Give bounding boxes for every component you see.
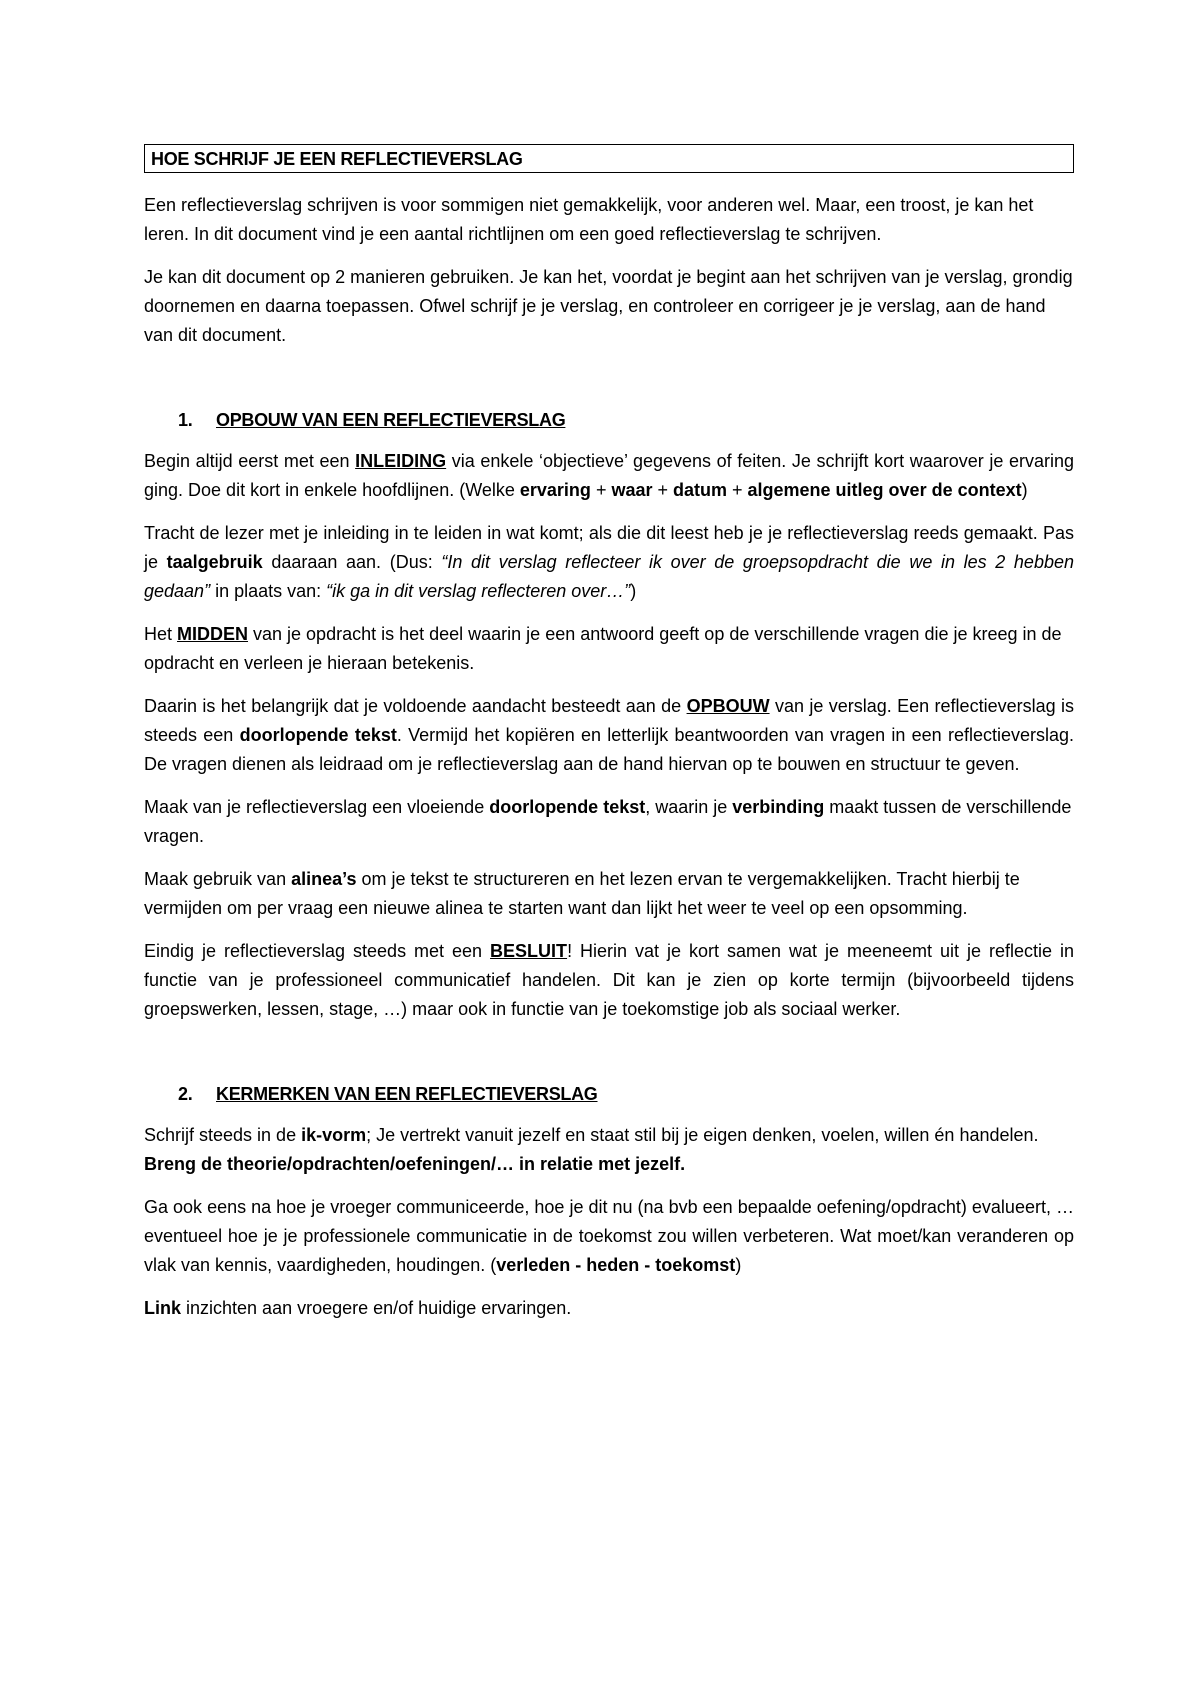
document-title: HOE SCHRIJF JE EEN REFLECTIEVERSLAG (144, 144, 1074, 173)
section-2-paragraph-1: Schrijf steeds in de ik-vorm; Je vertrekt vanuit jezelf en staat stil bij je eigen denken, voelen, willen én handelen. Breng de theorie/opdrachten/oefeningen/… in relatie met jezelf. (144, 1125, 1039, 1174)
section-2-paragraph-3: Link inzichten aan vroegere en/of huidige ervaringen. (144, 1298, 572, 1318)
keyword-doorlopende-tekst: doorlopende tekst (239, 725, 397, 745)
keyword-alineas: alinea’s (291, 869, 357, 889)
example-bad: “ik ga in dit verslag reflecteren over…” (326, 581, 631, 601)
section-1-paragraph-4: Daarin is het belangrijk dat je voldoende aandacht besteedt aan de OPBOUW van je verslag. Een reflectieverslag is steeds een doorlopende tekst. Vermijd het kopiëren en letterlijk beantwoorden van vragen in een reflectieverslag. De vragen dienen als leidraad om je reflectieverslag aan de hand hiervan op te bouwen en structuur te geven. (144, 696, 1075, 774)
section-1-number: 1. (178, 410, 193, 430)
keyword-datum: datum (673, 480, 727, 500)
section-1-heading (144, 406, 1074, 435)
section-2-paragraph-2: Ga ook eens na hoe je vroeger communiceerde, hoe je dit nu (na bvb een bepaalde oefening/opdracht) evalueert, … eventueel hoe je je professionele communicatie in de toekomst zou willen verbeteren. Wat moet/kan veranderen op vlak van kennis, vaardigheden, houdingen. (verleden - heden - toekomst) (144, 1197, 1074, 1275)
keyword-ik-vorm: ik-vorm (301, 1125, 367, 1145)
keyword-taalgebruik: taalgebruik (166, 552, 263, 572)
keyword-opbouw: OPBOUW (686, 696, 770, 716)
keyword-besluit: BESLUIT (490, 941, 568, 961)
section-2-heading (144, 1080, 1074, 1109)
section-2-number: 2. (178, 1084, 193, 1104)
intro-paragraph-2: Je kan dit document op 2 manieren gebruiken. Je kan het, voordat je begint aan het schrijven van je verslag, grondig doornemen en daarna toepassen. Ofwel schrijf je je verslag, en controleer en corrigeer je je verslag, aan de hand van dit document. (144, 267, 1073, 345)
keyword-verleden-heden-toekomst: verleden - heden - toekomst (496, 1255, 736, 1275)
section-1-paragraph-5: Maak van je reflectieverslag een vloeiende doorlopende tekst, waarin je verbinding maakt tussen de verschillende vragen. (144, 797, 1072, 846)
keyword-doorlopende-tekst-2: doorlopende tekst (489, 797, 646, 817)
keyword-context: algemene uitleg over de context (747, 480, 1022, 500)
section-1-paragraph-1: Begin altijd eerst met een INLEIDING via enkele ‘objectieve’ gegevens of feiten. Je schrijft kort waarover je ervaring ging. Doe dit kort in enkele hoofdlijnen. (Welke ervaring + waar + datum + algemene uitleg over de context) (144, 451, 1074, 500)
keyword-link: Link (144, 1298, 182, 1318)
section-1-paragraph-6: Maak gebruik van alinea’s om je tekst te structureren en het lezen ervan te vergemakkelijken. Tracht hierbij te vermijden om per vraag een nieuwe alinea te starten want dan lijkt het weer te veel op een opsomming. (144, 869, 1020, 918)
keyword-verbinding: verbinding (732, 797, 825, 817)
section-1-paragraph-7: Eindig je reflectieverslag steeds met een BESLUIT! Hierin vat je kort samen wat je meeneemt uit je reflectie in functie van je professioneel communicatief handelen. Dit kan je zien op korte termijn (bijvoorbeeld tijdens groepswerken, lessen, stage, …) maar ook in functie van je toekomstige job als sociaal werker. (144, 941, 1074, 1019)
keyword-waar: waar (611, 480, 653, 500)
section-2-title: KERMERKEN VAN EEN REFLECTIEVERSLAG (216, 1084, 598, 1104)
example-good: “In dit verslag reflecteer ik over de groepsopdracht die we in les 2 hebben gedaan” (144, 552, 1074, 601)
document-body (144, 144, 1074, 1337)
intro-paragraph-1: Een reflectieverslag schrijven is voor sommigen niet gemakkelijk, voor anderen wel. Maar, een troost, je kan het leren. In dit document vind je een aantal richtlijnen om een goed reflectieverslag te schrijven. (144, 195, 1034, 244)
section-1-paragraph-3: Het MIDDEN van je opdracht is het deel waarin je een antwoord geeft op de verschillende vragen die je kreeg in de opdracht en verleen je hieraan betekenis. (144, 624, 1062, 673)
section-1-paragraph-2: Tracht de lezer met je inleiding in te leiden in wat komt; als die dit leest heb je je reflectieverslag reeds gemaakt. Pas je taalgebruik daaraan aan. (Dus: “In dit verslag reflecteer ik over de groepsopdracht die we in les 2 hebben gedaan” in plaats van: “ik ga in dit verslag reflecteren over…”) (144, 523, 1074, 601)
section-1-title: OPBOUW VAN EEN REFLECTIEVERSLAG (216, 410, 566, 430)
keyword-ervaring: ervaring (519, 480, 591, 500)
keyword-inleiding: INLEIDING (355, 451, 447, 471)
keyword-relatie-met-jezelf: Breng de theorie/opdrachten/oefeningen/… in relatie met jezelf. (144, 1154, 686, 1174)
keyword-midden: MIDDEN (177, 624, 249, 644)
